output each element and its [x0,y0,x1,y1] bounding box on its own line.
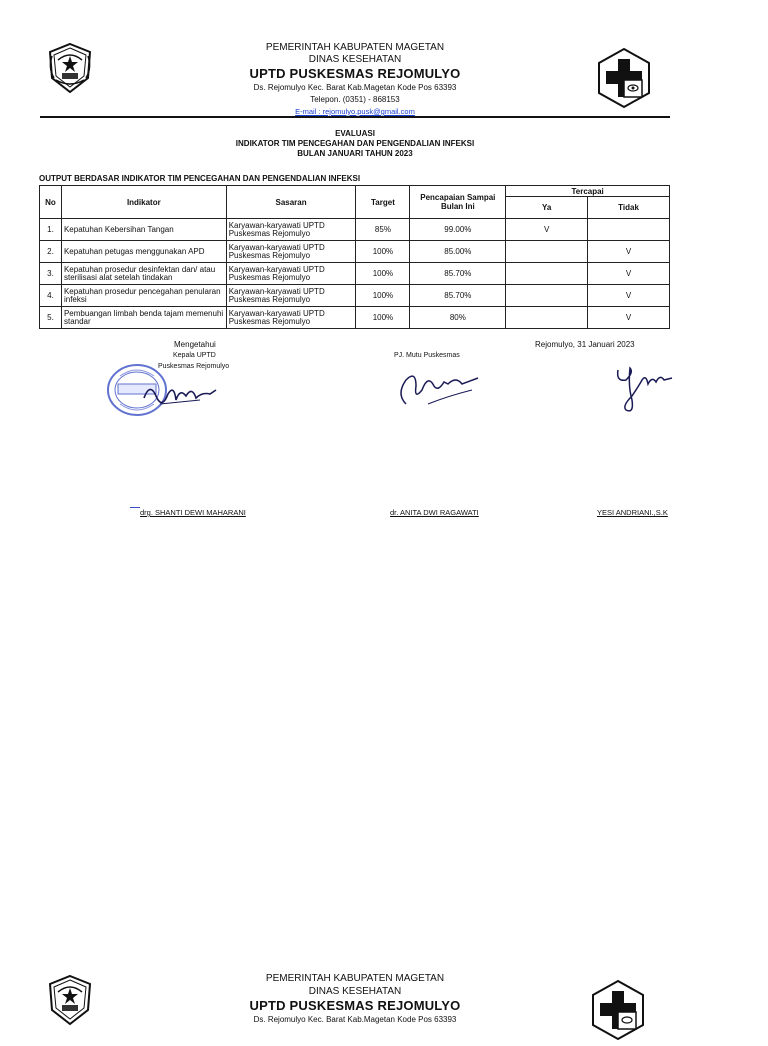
row-indikator: Kepatuhan petugas menggunakan APD [61,241,226,263]
row-sasaran: Karyawan-karyawati UPTD Puskesmas Rejomulyo [226,285,356,307]
name-yesi: YESI ANDRIANI.,S.K [597,508,668,517]
row-no: 4. [40,285,62,307]
header-pencapaian: Pencapaian Sampai Bulan Ini [410,186,506,219]
row-target: 100% [356,263,410,285]
letterhead-address: Ds. Rejomulyo Kec. Barat Kab.Magetan Kode Pos 63393 [253,83,457,92]
row-ya [506,285,588,307]
row-target: 85% [356,219,410,241]
table-row [40,263,670,285]
row-ya [506,263,588,285]
letterhead-government: PEMERINTAH KABUPATEN MAGETAN [265,973,445,984]
row-pencapaian: 80% [410,307,506,329]
letterhead-second-page [40,971,670,1024]
row-tidak: V [588,307,670,329]
letterhead-email[interactable]: E-mail : rejomulyo.pusk@gmail.com [295,107,415,116]
table-row [40,219,670,241]
mengetahui-label: Mengetahui [174,340,216,349]
title-evaluasi: EVALUASI [335,129,375,138]
header-ya: Ya [506,197,588,219]
table-row [40,241,670,263]
date-label: Rejomulyo, 31 Januari 2023 [535,340,635,349]
header-tidak: Tidak [588,197,670,219]
title-period: BULAN JANUARI TAHUN 2023 [297,149,413,158]
letterhead-institution: UPTD PUSKESMAS REJOMULYO [249,66,461,81]
row-sasaran: Karyawan-karyawati UPTD Puskesmas Rejomulyo [226,241,356,263]
letterhead-government: PEMERINTAH KABUPATEN MAGETAN [265,42,445,53]
letterhead-phone: Telepon. (0351) - 868153 [310,95,400,104]
row-target: 100% [356,285,410,307]
section-heading: OUTPUT BERDASAR INDIKATOR TIM PENCEGAHAN DAN PENGENDALIAN INFEKSI [39,174,361,183]
row-target: 100% [356,307,410,329]
row-tidak: V [588,241,670,263]
table-row [40,307,670,329]
row-indikator: Kepatuhan prosedur desinfektan dan/ atau sterilisasi alat setelah tindakan [61,263,226,285]
row-ya: V [506,219,588,241]
row-no: 1. [40,219,62,241]
row-indikator: Kepatuhan prosedur pencegahan penularan infeksi [61,285,226,307]
document-title [40,129,670,159]
row-tidak: V [588,263,670,285]
puskesmas-logo-icon [596,47,652,109]
title-indikator: INDIKATOR TIM PENCEGAHAN DAN PENGENDALIAN INFEKSI [235,139,475,148]
row-ya [506,241,588,263]
row-pencapaian: 85.70% [410,285,506,307]
signature-pj-icon [392,366,484,410]
letterhead-institution: UPTD PUSKESMAS REJOMULYO [249,998,461,1013]
row-pencapaian: 99.00% [410,219,506,241]
table-row [40,285,670,307]
letterhead-divider [40,116,670,118]
letterhead-department: DINAS KESEHATAN [308,986,402,997]
letterhead [40,40,670,120]
row-sasaran: Karyawan-karyawati UPTD Puskesmas Rejomulyo [226,307,356,329]
row-no: 5. [40,307,62,329]
signature-kepala-icon [140,374,220,414]
header-tercapai: Tercapai [506,186,670,197]
row-ya [506,307,588,329]
row-tidak [588,219,670,241]
stamp-tail-line [130,507,140,508]
header-target: Target [356,186,410,219]
row-pencapaian: 85.70% [410,263,506,285]
row-tidak: V [588,285,670,307]
row-no: 3. [40,263,62,285]
row-pencapaian: 85.00% [410,241,506,263]
puskesmas-logo-icon [590,979,646,1041]
letterhead-department: DINAS KESEHATAN [308,54,402,65]
row-sasaran: Karyawan-karyawati UPTD Puskesmas Rejomulyo [226,263,356,285]
letterhead-address: Ds. Rejomulyo Kec. Barat Kab.Magetan Kode Pos 63393 [253,1015,457,1024]
row-sasaran: Karyawan-karyawati UPTD Puskesmas Rejomulyo [226,219,356,241]
row-target: 100% [356,241,410,263]
row-no: 2. [40,241,62,263]
kepala-institution-label: Puskesmas Rejomulyo [158,363,230,370]
row-indikator: Pembuangan limbah benda tajam memenuhi standar [61,307,226,329]
kepala-label: Kepala UPTD [173,352,216,359]
pj-mutu-label: PJ. Mutu Puskesmas [394,352,460,359]
header-sasaran: Sasaran [226,186,356,219]
header-no: No [40,186,62,219]
header-indikator: Indikator [61,186,226,219]
signature-yesi-icon [612,362,676,416]
row-indikator: Kepatuhan Kebersihan Tangan [61,219,226,241]
indicator-table [39,185,670,329]
name-kepala: drg. SHANTI DEWI MAHARANI [140,508,246,517]
name-pj-mutu: dr. ANITA DWI RAGAWATI [390,508,479,517]
